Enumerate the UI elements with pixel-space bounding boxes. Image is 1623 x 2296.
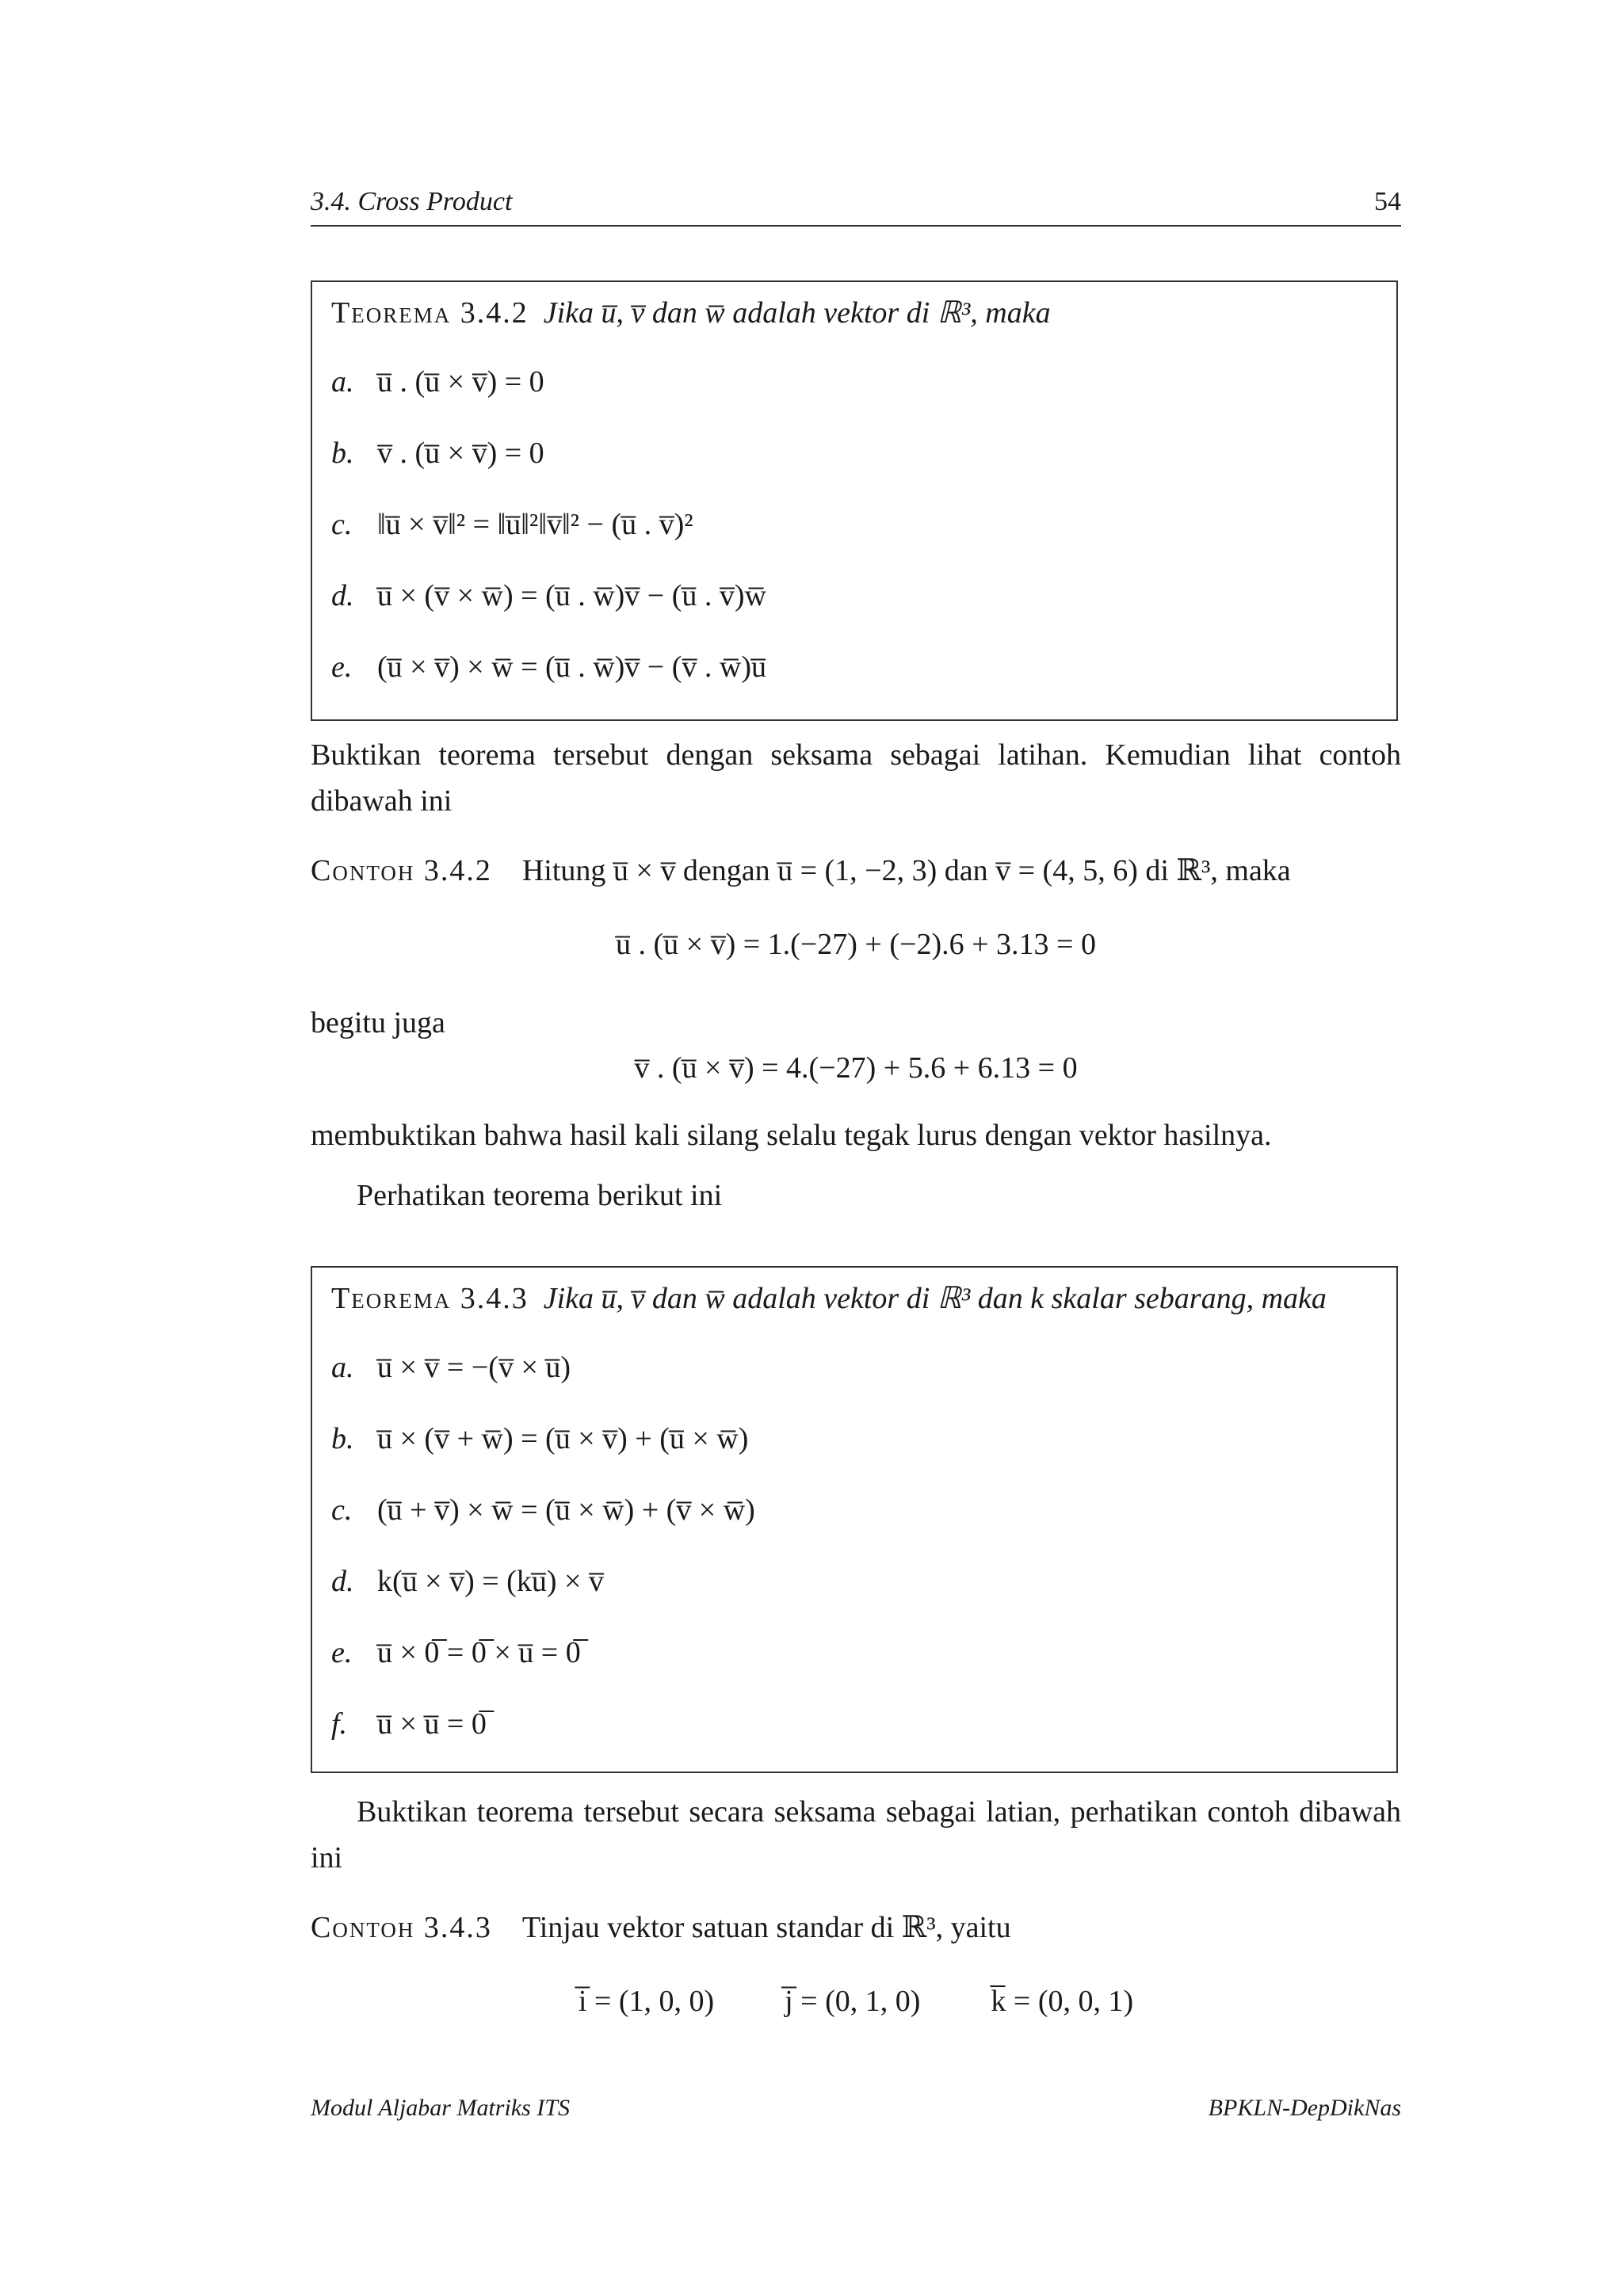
equation: v̅ . (u̅ × v̅) = 4.(−27) + 5.6 + 6.13 = 0 <box>634 1051 1078 1085</box>
example-statement: Tinjau vektor satuan standar di ℝ³, yaitu <box>521 1911 1011 1944</box>
theorem-statement: Jika u̅, v̅ dan w̅ adalah vektor di ℝ³ dan k skalar sebarang, maka <box>543 1282 1327 1315</box>
page-header <box>311 187 1401 227</box>
formula: u̅ × (v̅ + w̅) = (u̅ × v̅) + (u̅ × w̅) <box>377 1422 749 1455</box>
theorem-item: c. ‖u̅ × v̅‖² = ‖u̅‖²‖v̅‖² − (u̅ . v̅)² <box>331 508 693 541</box>
example-label: Contoh 3.4.3 <box>311 1911 492 1944</box>
theorem-item: b. v̅ . (u̅ × v̅) = 0 <box>331 437 544 470</box>
formula: (u̅ + v̅) × w̅ = (u̅ × w̅) + (v̅ × w̅) <box>377 1493 755 1527</box>
theorem-item: d. u̅ × (v̅ × w̅) = (u̅ . w̅)v̅ − (u̅ . v̅)w̅ <box>331 579 766 612</box>
example-heading <box>311 848 1401 894</box>
page-number: 54 <box>1374 187 1401 216</box>
footer-left: Modul Aljabar Matriks ITS <box>311 2095 570 2121</box>
paragraph: begitu juga <box>311 1006 445 1039</box>
theorem-label: Teorema 3.4.3 <box>331 1282 529 1315</box>
theorem-heading <box>331 295 1051 330</box>
example-heading <box>311 1905 1401 1951</box>
unit-vector-k: k̅ = (0, 0, 1) <box>991 1985 1134 2018</box>
formula: k(u̅ × v̅) = (ku̅) × v̅ <box>377 1565 604 1598</box>
theorem-item: c. (u̅ + v̅) × w̅ = (u̅ × w̅) + (v̅ × w̅) <box>331 1493 755 1527</box>
theorem-item: b. u̅ × (v̅ + w̅) = (u̅ × v̅) + (u̅ × w̅) <box>331 1422 749 1455</box>
formula: (u̅ × v̅) × w̅ = (u̅ . w̅)v̅ − (v̅ . w̅)u̅ <box>377 650 766 684</box>
equation: u̅ . (u̅ × v̅) = 1.(−27) + (−2).6 + 3.13 = 0 <box>616 928 1096 961</box>
footer-right: BPKLN-DepDikNas <box>1208 2095 1401 2121</box>
paragraph: Perhatikan teorema berikut ini <box>357 1179 723 1212</box>
unit-vector-i: i̅ = (1, 0, 0) <box>578 1985 715 2018</box>
formula: u̅ × (v̅ × w̅) = (u̅ . w̅)v̅ − (u̅ . v̅)w̅ <box>377 579 766 612</box>
formula: u̅ × v̅ = −(v̅ × u̅) <box>377 1351 571 1384</box>
theorem-item: e. (u̅ × v̅) × w̅ = (u̅ . w̅)v̅ − (v̅ . w̅)u̅ <box>331 650 766 684</box>
unit-vectors <box>311 1984 1401 2019</box>
formula: u̅ × 0̅ = 0̅ × u̅ = 0̅ <box>377 1636 581 1669</box>
theorem-item: f. u̅ × u̅ = 0̅ <box>331 1707 487 1741</box>
section-title: 3.4. Cross Product <box>311 187 513 216</box>
theorem-heading <box>331 1280 1327 1316</box>
formula: ‖u̅ × v̅‖² = ‖u̅‖²‖v̅‖² − (u̅ . v̅)² <box>377 508 693 541</box>
theorem-3-4-2-box <box>311 280 1398 721</box>
theorem-3-4-3-box <box>311 1266 1398 1773</box>
theorem-label: Teorema 3.4.2 <box>331 296 529 330</box>
paragraph: membuktikan bahwa hasil kali silang selalu tegak lurus dengan vektor hasilnya. <box>311 1119 1272 1152</box>
formula: v̅ . (u̅ × v̅) = 0 <box>377 437 544 470</box>
paragraph: Buktikan teorema tersebut secara seksama sebagai latian, perhatikan contoh dibawah ini <box>311 1795 1401 1875</box>
formula: u̅ . (u̅ × v̅) = 0 <box>377 365 544 399</box>
page <box>311 0 1401 2296</box>
theorem-item: a. u̅ . (u̅ × v̅) = 0 <box>331 365 544 399</box>
theorem-statement: Jika u̅, v̅ dan w̅ adalah vektor di ℝ³, maka <box>543 296 1051 330</box>
formula: u̅ × u̅ = 0̅ <box>377 1707 487 1741</box>
example-label: Contoh 3.4.2 <box>311 854 492 887</box>
theorem-item: d. k(u̅ × v̅) = (ku̅) × v̅ <box>331 1565 604 1598</box>
unit-vector-j: j̅ = (0, 1, 0) <box>785 1985 921 2018</box>
theorem-item: a. u̅ × v̅ = −(v̅ × u̅) <box>331 1351 571 1384</box>
example-statement: Hitung u̅ × v̅ dengan u̅ = (1, −2, 3) dan v̅ = (4, 5, 6) di ℝ³, maka <box>521 854 1291 887</box>
theorem-item: e. u̅ × 0̅ = 0̅ × u̅ = 0̅ <box>331 1636 581 1669</box>
paragraph: Buktikan teorema tersebut dengan seksama sebagai latihan. Kemudian lihat contoh dibawah ini <box>311 738 1401 818</box>
